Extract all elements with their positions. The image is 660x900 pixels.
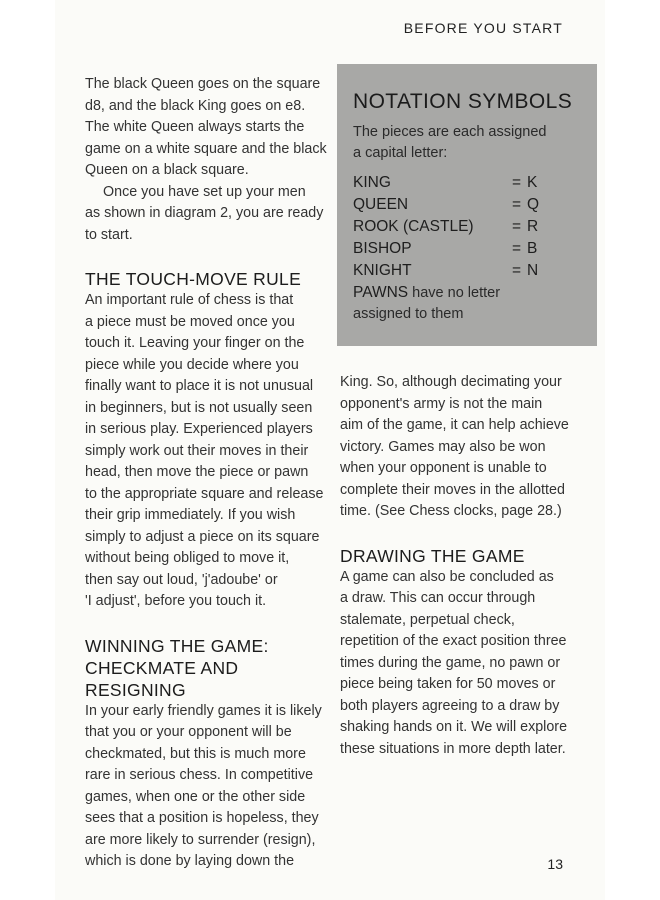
notation-symbols-box xyxy=(337,64,597,346)
symbol-row-bishop: BISHOP = B xyxy=(353,240,538,257)
touch-move-heading: THE TOUCH-MOVE RULE xyxy=(85,269,302,289)
pawns-note: PAWNS have no letter assigned to them xyxy=(353,284,501,322)
intro-paragraph-2: Once you have set up your men as shown in diagram 2, you are ready to start. xyxy=(85,183,324,243)
running-head: BEFORE YOU START xyxy=(403,20,563,36)
symbol-row-rook: ROOK (CASTLE) = R xyxy=(353,218,539,235)
symbol-row-queen: QUEEN = Q xyxy=(353,196,540,213)
left-column xyxy=(85,74,341,873)
drawing-heading: DRAWING THE GAME xyxy=(340,545,525,566)
page-number: 13 xyxy=(547,856,563,872)
winning-continued-paragraph: King. So, although decimating your opponent's army is not the main aim of the game, it can help achieve victory. Games may also be won when your opponent is unable to complete their moves in the allotted time. (See Chess clocks, page 28.) xyxy=(340,374,569,519)
intro-paragraph-1: The black Queen goes on the square d8, and the black King goes on e8. The white Queen always starts the game on a white square and the black Queen on a black square. xyxy=(85,76,327,178)
book-page xyxy=(55,0,605,900)
notation-intro: The pieces are each assigned a capital letter: xyxy=(353,124,547,161)
right-column xyxy=(340,372,580,760)
symbol-row-knight: KNIGHT = N xyxy=(353,262,539,279)
winning-heading: WINNING THE GAME: CHECKMATE AND RESIGNING xyxy=(85,635,269,700)
drawing-paragraph: A game can also be concluded as a draw. This can occur through stalemate, perpetual check, repetition of the exact position three times during the game, no pawn or piece being taken for 50 moves or both players agreeing to a draw by shaking hands on it. We will explore these situations in more depth later. xyxy=(340,568,568,757)
notation-title: NOTATION SYMBOLS xyxy=(353,90,573,113)
winning-paragraph: In your early friendly games it is likely that you or your opponent will be checkmated, but this is much more rare in serious chess. In competitive games, when one or the other side sees that a position is hopeless, they are more likely to surrender (resign), which is done by laying down the xyxy=(85,702,322,869)
touch-move-paragraph: An important rule of chess is that a piece must be moved once you touch it. Leaving your finger on the piece while you decide where you finally want to place it is not unusual in beginners, but is not usually seen in serious play. Experienced players simply work out their moves in their head, then move the piece or pawn to the appropriate square and release their grip immediately. If you wish simply to adjust a piece on its square without being obliged to move it, then say out loud, 'j'adoube' or 'I adjust', before you touch it. xyxy=(85,292,324,609)
symbol-row-king: KING = K xyxy=(353,174,538,191)
